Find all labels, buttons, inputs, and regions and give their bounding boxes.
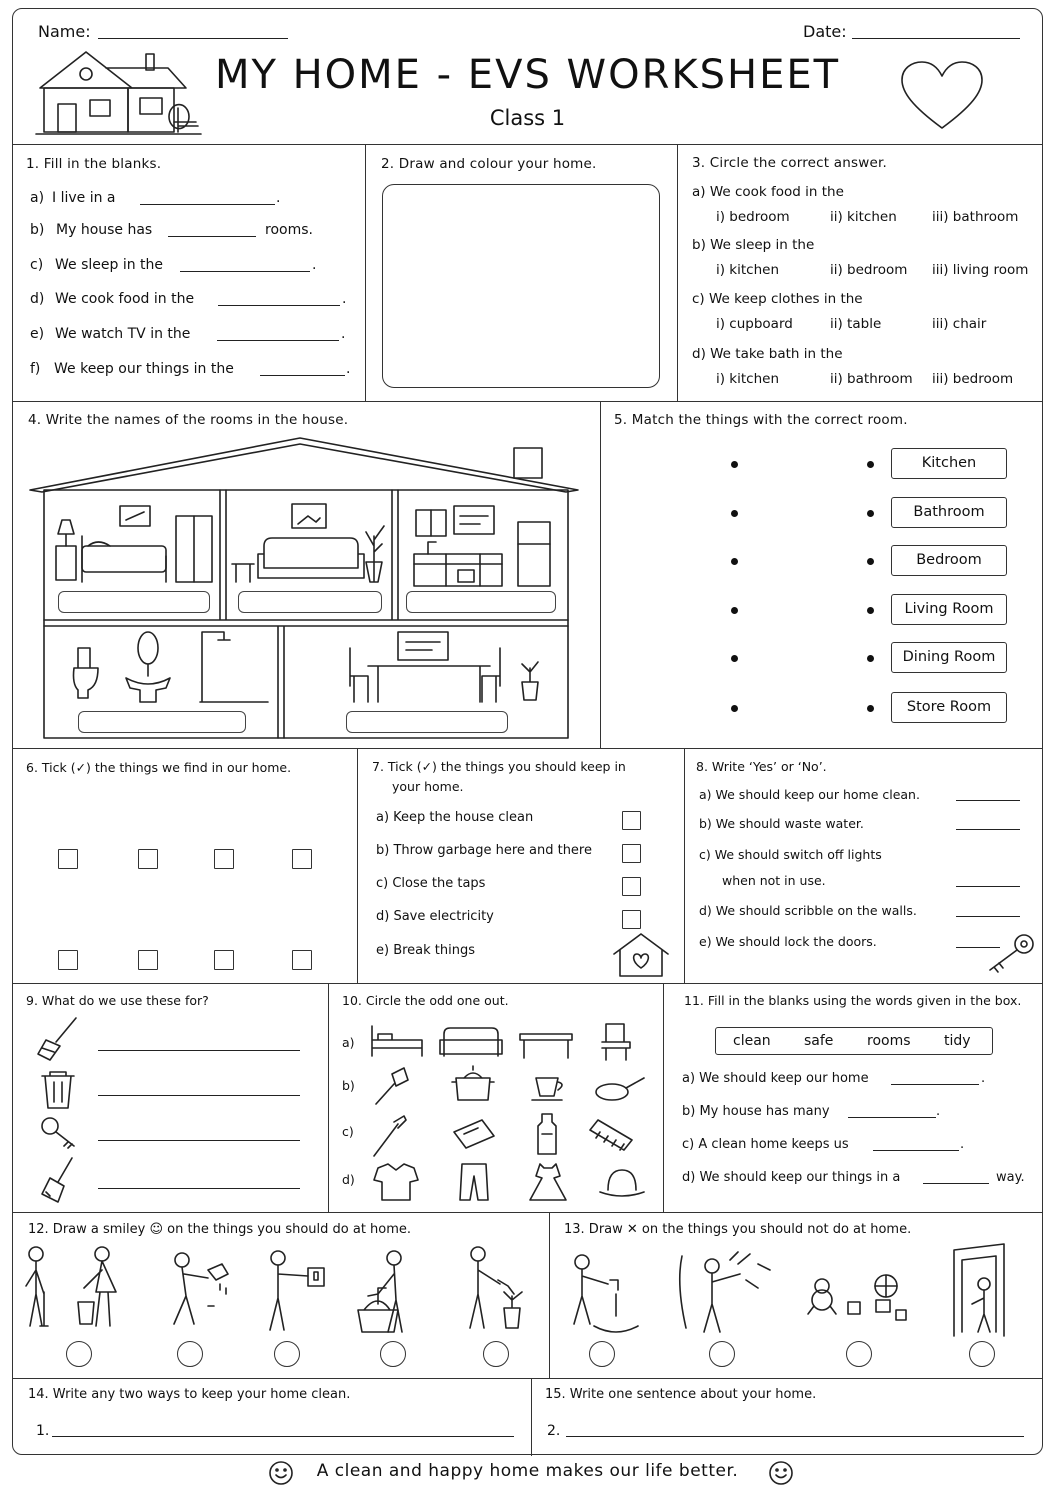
key-icon [42, 1118, 74, 1148]
table-icon [520, 1034, 572, 1058]
match-dot-left[interactable] [731, 558, 738, 565]
q1-item-end: . [276, 190, 281, 206]
room-label-5[interactable] [346, 711, 508, 733]
q7-item: d) Save electricity [376, 909, 494, 924]
page-subtitle: Class 1 [489, 106, 566, 130]
q1-title: 1. Fill in the blanks. [26, 156, 162, 172]
answer-circle[interactable] [177, 1341, 203, 1367]
q13-title: 13. Draw ✕ on the things you should not do at home. [564, 1222, 912, 1237]
q9-title: 9. What do we use these for? [26, 993, 209, 1008]
scattered-toys-picture [808, 1275, 906, 1320]
q10-row-label: c) [342, 1124, 354, 1139]
chair-icon [602, 1024, 630, 1060]
cup-icon [532, 1078, 562, 1100]
q1-item-label: c) [30, 257, 44, 273]
q14-answer-line[interactable] [52, 1436, 514, 1437]
q10-icons [368, 1020, 648, 1206]
child-washing-hands-picture [358, 1251, 402, 1332]
q2-title: 2. Draw and colour your home. [381, 156, 597, 172]
answer-circle[interactable] [274, 1341, 300, 1367]
q1-item-text: We keep our things in the [54, 361, 234, 377]
answer-circle[interactable] [969, 1341, 995, 1367]
q1-item-label: a) [30, 190, 45, 206]
q3-option[interactable]: ii) bathroom [830, 371, 913, 387]
q8-item: d) We should scribble on the walls. [699, 903, 917, 918]
room-name-box: Bedroom [891, 545, 1007, 576]
q8-item: when not in use. [722, 873, 826, 888]
q1-item-text: We cook food in the [55, 291, 195, 307]
word-option: clean [733, 1033, 771, 1049]
q8-item: e) We should lock the doors. [699, 934, 877, 949]
tick-checkbox[interactable] [622, 811, 641, 830]
soap-icon [454, 1120, 494, 1148]
bottle-icon [538, 1114, 556, 1154]
tick-checkbox[interactable] [292, 849, 312, 869]
q1-item-end: . [346, 361, 351, 377]
answer-circle[interactable] [66, 1341, 92, 1367]
heart-icon [902, 62, 982, 132]
tick-checkbox[interactable] [138, 950, 158, 970]
q11-item-end: . [936, 1104, 941, 1119]
home-heart-icon [612, 932, 670, 978]
q6-title: 6. Tick (✓) the things we find in our home. [26, 760, 292, 775]
hat-icon [600, 1170, 644, 1196]
room-name-box: Kitchen [891, 448, 1007, 479]
q3-title: 3. Circle the correct answer. [692, 155, 887, 171]
room-label-1[interactable] [58, 591, 210, 613]
q1-item-label: e) [30, 326, 45, 342]
q7-title-cont: your home. [392, 779, 464, 794]
q1-item-label: f) [30, 361, 41, 377]
sofa-icon [440, 1028, 502, 1056]
room-name-box: Dining Room [891, 642, 1007, 673]
room-name-box: Bathroom [891, 497, 1007, 528]
q3-option[interactable]: iii) chair [932, 316, 987, 332]
q3-option[interactable]: ii) bedroom [830, 262, 908, 278]
room-name-box: Living Room [891, 594, 1007, 625]
children-cleaning-picture [26, 1247, 116, 1326]
q3-option[interactable]: i) bedroom [716, 209, 790, 225]
word-option: tidy [944, 1033, 971, 1049]
q11-blank[interactable] [848, 1117, 936, 1118]
pot-icon [452, 1066, 494, 1100]
match-dot-right[interactable] [867, 655, 874, 662]
q3-option[interactable]: iii) bedroom [932, 371, 1014, 387]
match-dot-right[interactable] [867, 705, 874, 712]
word-option: safe [804, 1033, 834, 1049]
child-watering-picture [174, 1253, 228, 1324]
q1-item-end: rooms. [265, 222, 313, 238]
q7-item: c) Close the taps [376, 876, 486, 891]
q3-option[interactable]: i) cupboard [716, 316, 793, 332]
tick-checkbox[interactable] [622, 877, 641, 896]
q1-item-text: I live in a [52, 190, 116, 206]
house-diagram [28, 436, 583, 741]
match-dot-right[interactable] [867, 607, 874, 614]
spatula-icon [376, 1068, 408, 1104]
q3-option[interactable]: i) kitchen [716, 371, 780, 387]
toothbrush-icon [374, 1116, 406, 1156]
child-watering-plant-picture [470, 1247, 522, 1328]
answer-circle[interactable] [709, 1341, 735, 1367]
q3-option[interactable]: i) kitchen [716, 262, 780, 278]
q11-title: 11. Fill in the blanks using the words given in the box. [684, 993, 1022, 1008]
q1-item-end: . [312, 257, 317, 273]
name-field[interactable] [98, 38, 288, 39]
q3-option[interactable]: iii) living room [932, 262, 1029, 278]
q7-item: a) Keep the house clean [376, 810, 534, 825]
q3-option[interactable]: iii) bathroom [932, 209, 1019, 225]
tick-checkbox[interactable] [214, 950, 234, 970]
q10-row-label: d) [342, 1172, 355, 1187]
q7-item: b) Throw garbage here and there [376, 843, 592, 858]
q1-item-text: My house has [56, 222, 153, 238]
q1-item-label: d) [30, 291, 45, 307]
q10-row-label: b) [342, 1078, 355, 1093]
date-field[interactable] [852, 38, 1020, 39]
match-dot-left[interactable] [731, 705, 738, 712]
dress-icon [530, 1164, 566, 1200]
yes-no-blank[interactable] [956, 829, 1020, 830]
tick-checkbox[interactable] [292, 950, 312, 970]
answer-circle[interactable] [483, 1341, 509, 1367]
q3-question: b) We sleep in the [692, 237, 815, 253]
q1-item-end: . [342, 291, 347, 307]
match-dot-left[interactable] [731, 655, 738, 662]
q12-title: 12. Draw a smiley ☺ on the things you should do at home. [28, 1222, 412, 1237]
match-dot-left[interactable] [731, 607, 738, 614]
q8-item: a) We should keep our home clean. [699, 787, 920, 802]
pan-icon [596, 1078, 644, 1100]
yes-no-blank[interactable] [956, 947, 1000, 948]
q10-row-label: a) [342, 1035, 355, 1050]
tick-checkbox[interactable] [58, 849, 78, 869]
tick-checkbox[interactable] [622, 910, 641, 929]
q11-item: a) We should keep our home [682, 1071, 869, 1086]
q1-blank[interactable] [218, 305, 340, 306]
shirt-icon [374, 1164, 418, 1200]
q11-blank[interactable] [891, 1084, 979, 1085]
q3-option[interactable]: ii) table [830, 316, 882, 332]
q1-blank[interactable] [260, 375, 345, 376]
q5-title: 5. Match the things with the correct room. [614, 412, 908, 428]
match-dot-right[interactable] [867, 461, 874, 468]
q1-item-text: We watch TV in the [55, 326, 191, 342]
q1-item-text: We sleep in the [55, 257, 164, 273]
q11-item: c) A clean home keeps us [682, 1137, 849, 1152]
activity-pictures [22, 1244, 1032, 1340]
match-dot-right[interactable] [867, 558, 874, 565]
dustbin-icon [42, 1072, 74, 1108]
word-option: rooms [867, 1033, 911, 1049]
q3-question: c) We keep clothes in the [692, 291, 863, 307]
yes-no-blank[interactable] [956, 916, 1020, 917]
match-dot-right[interactable] [867, 510, 874, 517]
comb-icon [590, 1120, 632, 1150]
q9-icons [36, 1016, 86, 1206]
q8-item: c) We should switch off lights [699, 847, 882, 862]
date-label: Date: [803, 22, 847, 41]
answer-circle[interactable] [846, 1341, 872, 1367]
q3-option[interactable]: ii) kitchen [830, 209, 897, 225]
answer-circle[interactable] [589, 1341, 615, 1367]
match-dot-left[interactable] [731, 510, 738, 517]
q7-title: 7. Tick (✓) the things you should keep in [372, 759, 626, 774]
child-switching-light-picture [270, 1251, 324, 1330]
q1-blank[interactable] [217, 340, 339, 341]
q1-blank[interactable] [180, 271, 310, 272]
q11-blank[interactable] [923, 1183, 989, 1184]
q11-item-end: . [960, 1137, 965, 1152]
q14-title: 14. Write any two ways to keep your home clean. [28, 1387, 351, 1402]
house-icon [36, 48, 206, 140]
q3-question: a) We cook food in the [692, 184, 844, 200]
tick-checkbox[interactable] [622, 844, 641, 863]
q8-item: b) We should waste water. [699, 816, 864, 831]
footer-text: A clean and happy home makes our life better. [316, 1461, 739, 1481]
tick-checkbox[interactable] [58, 950, 78, 970]
q1-blank[interactable] [140, 204, 275, 205]
q1-item-end: . [341, 326, 346, 342]
key-icon [986, 934, 1036, 974]
room-label-3[interactable] [406, 591, 556, 613]
bed-icon [372, 1026, 422, 1056]
q15-answer-line[interactable] [566, 1436, 1024, 1437]
match-dot-left[interactable] [731, 461, 738, 468]
q10-title: 10. Circle the odd one out. [342, 993, 509, 1008]
tick-checkbox[interactable] [214, 849, 234, 869]
q4-title: 4. Write the names of the rooms in the house. [28, 412, 349, 428]
mop-icon [42, 1158, 72, 1202]
broom-icon [38, 1018, 76, 1060]
q1-blank[interactable] [168, 236, 256, 237]
q15-number: 2. [547, 1423, 561, 1439]
room-label-4[interactable] [78, 711, 246, 733]
q8-title: 8. Write ‘Yes’ or ‘No’. [696, 759, 827, 774]
q14-number: 1. [36, 1423, 50, 1439]
yes-no-blank[interactable] [956, 800, 1020, 801]
name-label: Name: [38, 22, 91, 41]
smiley-icon [768, 1460, 794, 1486]
q1-item-label: b) [30, 222, 45, 238]
q11-item-end: way. [996, 1170, 1025, 1185]
answer-circle[interactable] [380, 1341, 406, 1367]
child-opening-door-picture [954, 1244, 1004, 1336]
q11-item: b) My house has many [682, 1104, 830, 1119]
child-wasting-water-picture [574, 1255, 638, 1332]
q11-item: d) We should keep our things in a [682, 1170, 901, 1185]
q3-question: d) We take bath in the [692, 346, 843, 362]
room-label-2[interactable] [238, 591, 382, 613]
pants-icon [460, 1164, 488, 1200]
yes-no-blank[interactable] [956, 886, 1020, 887]
q7-item: e) Break things [376, 943, 476, 958]
q11-item-end: . [981, 1071, 986, 1086]
page-title: MY HOME - EVS WORKSHEET [214, 52, 841, 98]
drawing-box[interactable] [382, 184, 660, 388]
q11-blank[interactable] [873, 1150, 959, 1151]
q15-title: 15. Write one sentence about your home. [545, 1387, 817, 1402]
room-name-box: Store Room [891, 692, 1007, 723]
tick-checkbox[interactable] [138, 849, 158, 869]
child-scribbling-wall-picture [680, 1252, 770, 1332]
